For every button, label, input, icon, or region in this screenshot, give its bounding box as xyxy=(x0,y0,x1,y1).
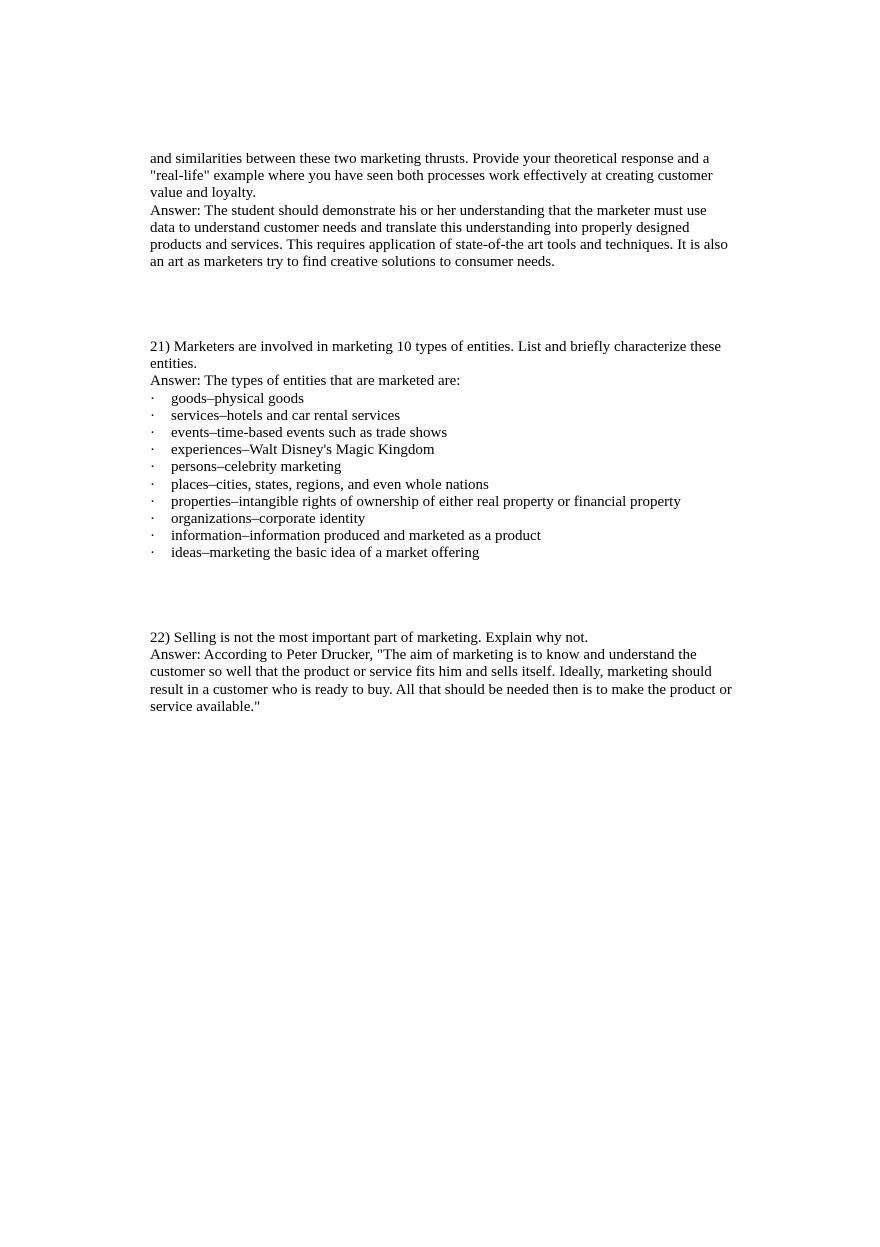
question-line: 22) Selling is not the most important part of marketing. Explain why not. xyxy=(150,630,589,646)
list-item xyxy=(150,494,735,511)
question-22 xyxy=(150,630,735,716)
answer-line: products and services. This requires application of state-of-the art tools and techniques. It is also xyxy=(150,237,728,254)
list-item xyxy=(150,528,735,545)
list-item xyxy=(150,425,735,442)
list-item-text: experiences–Walt Disney's Magic Kingdom xyxy=(171,442,435,459)
list-item-text: ideas–marketing the basic idea of a market offering xyxy=(171,545,480,562)
bullet-symbol: · xyxy=(150,442,155,459)
bullet-symbol: · xyxy=(150,425,155,442)
question-line: "real-life" example where you have seen both processes work effectively at creating customer xyxy=(150,168,713,185)
answer-intro: Answer: The types of entities that are marketed are: xyxy=(150,373,461,390)
list-item xyxy=(150,408,735,425)
bullet-symbol: · xyxy=(150,528,155,545)
list-item xyxy=(150,477,735,494)
bullet-symbol: · xyxy=(150,390,155,407)
list-item xyxy=(150,511,735,528)
bullet-symbol: · xyxy=(150,459,155,476)
list-item-text: places–cities, states, regions, and even whole nations xyxy=(171,476,489,493)
question-line: entities. xyxy=(150,356,198,373)
list-item-text: goods–physical goods xyxy=(171,390,304,407)
question-21 xyxy=(150,339,735,563)
answer-line: Answer: According to Peter Drucker, "The aim of marketing is to know and understand the xyxy=(150,647,697,664)
answer-line: customer so well that the product or service fits him and sells itself. Ideally, marketing should xyxy=(150,664,712,681)
answer-line: data to understand customer needs and translate this understanding into properly designed xyxy=(150,219,690,236)
bullet-symbol: · xyxy=(150,476,155,493)
bullet-symbol: · xyxy=(150,511,155,528)
answer-line: an art as marketers try to find creative solutions to consumer needs. xyxy=(150,254,555,271)
bullet-symbol: · xyxy=(150,493,155,510)
list-item-text: persons–celebrity marketing xyxy=(171,459,342,476)
question-line: 21) Marketers are involved in marketing 10 types of entities. List and briefly characterize these xyxy=(150,339,722,355)
list-item-text: events–time-based events such as trade shows xyxy=(171,425,448,442)
question-20-continuation xyxy=(150,151,735,271)
answer-line: Answer: The student should demonstrate his or her understanding that the marketer must use xyxy=(150,202,707,219)
entity-list xyxy=(150,391,735,563)
list-item-text: organizations–corporate identity xyxy=(171,511,366,528)
bullet-symbol: · xyxy=(150,545,155,562)
question-line: and similarities between these two marketing thrusts. Provide your theoretical response and a xyxy=(150,151,710,167)
list-item-text: information–information produced and marketed as a product xyxy=(171,528,541,545)
list-item xyxy=(150,459,735,476)
bullet-symbol: · xyxy=(150,407,155,424)
list-item-text: properties–intangible rights of ownership of either real property or financial property xyxy=(171,493,681,510)
list-item-text: services–hotels and car rental services xyxy=(171,407,401,424)
answer-line: service available." xyxy=(150,698,261,715)
question-line: value and loyalty. xyxy=(150,185,257,202)
answer-line: result in a customer who is ready to buy. All that should be needed then is to make the product or xyxy=(150,681,732,698)
list-item xyxy=(150,391,735,408)
list-item xyxy=(150,545,735,562)
list-item xyxy=(150,442,735,459)
